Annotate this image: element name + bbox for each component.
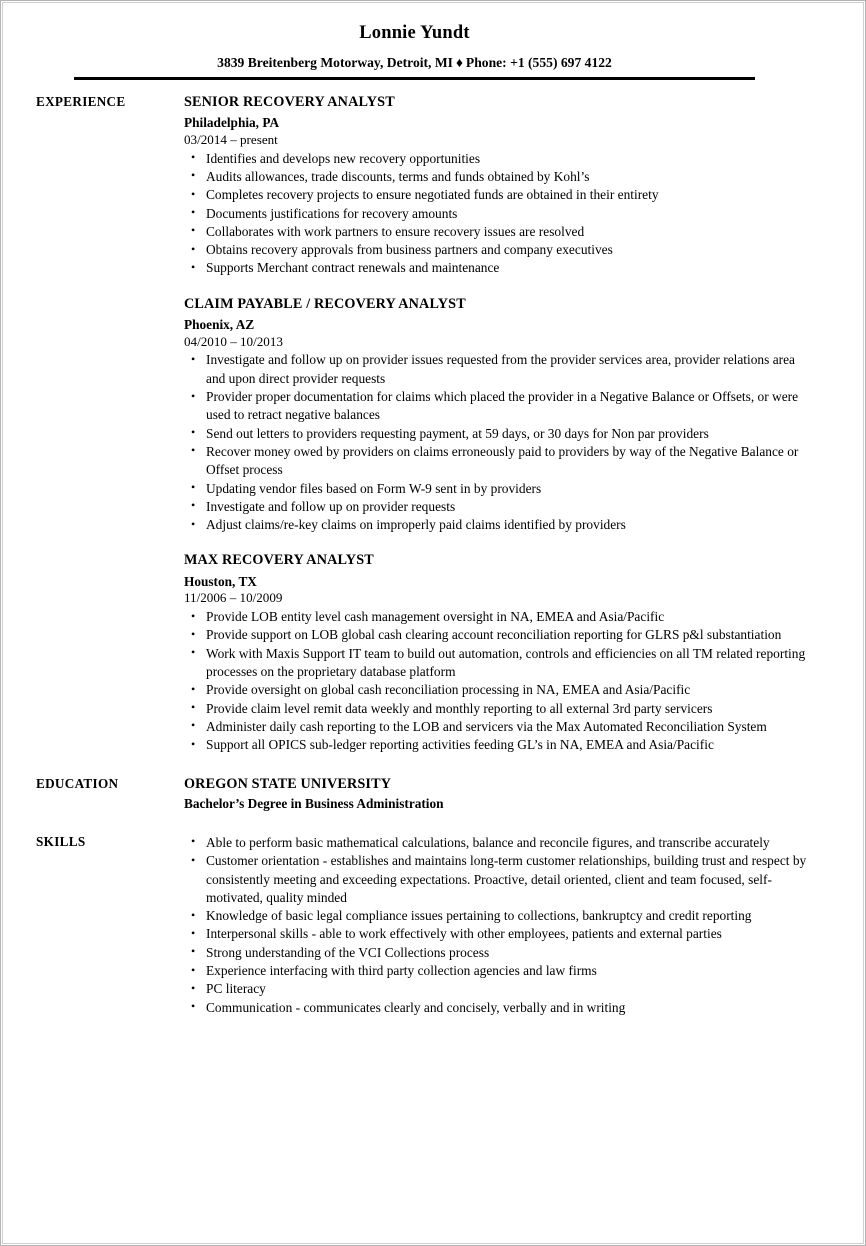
job-responsibilities <box>184 150 809 278</box>
list-item: • Recover money owed by providers on claims erroneously paid to providers by way of the Negative Balance or Offset process <box>184 443 809 480</box>
resume-header <box>36 23 811 80</box>
experience-section <box>36 93 811 755</box>
list-item: • Obtains recovery approvals from business partners and company executives <box>184 241 809 259</box>
list-item: • Provider proper documentation for claims which placed the provider in a Negative Balance or Offsets, or were used to retract negative balances <box>184 388 809 425</box>
job-location: Houston, TX <box>184 573 257 589</box>
skills-content <box>184 833 811 1017</box>
education-degree: Bachelor’s Degree in Business Administration <box>184 796 444 812</box>
spacer <box>184 534 809 551</box>
experience-content <box>184 93 811 755</box>
resume-sheet <box>1 1 865 1245</box>
diamond-separator-icon: ♦ <box>455 55 463 71</box>
job-title: SENIOR RECOVERY ANALYST <box>184 93 395 110</box>
skills-section <box>36 833 811 1017</box>
list-item: • Experience interfacing with third party collection agencies and law firms <box>184 962 809 980</box>
contact-phone: Phone: +1 (555) 697 4122 <box>465 55 612 71</box>
job-dates: 03/2014 – present <box>184 131 278 147</box>
spacer <box>36 813 811 833</box>
header-divider <box>74 77 755 80</box>
list-item: • Knowledge of basic legal compliance issues pertaining to collections, bankruptcy and credit reporting <box>184 907 809 925</box>
list-item: • Adjust claims/re-key claims on improperly paid claims identified by providers <box>184 516 809 534</box>
job-title: CLAIM PAYABLE / RECOVERY ANALYST <box>184 295 466 312</box>
job-entry <box>184 93 809 278</box>
job-location: Philadelphia, PA <box>184 115 280 131</box>
list-item: • Collaborates with work partners to ensure recovery issues are resolved <box>184 223 809 241</box>
candidate-name: Lonnie Yundt <box>359 23 470 43</box>
list-item: • Administer daily cash reporting to the LOB and servicers via the Max Automated Reconciliation System <box>184 718 809 736</box>
education-school: OREGON STATE UNIVERSITY <box>184 775 392 792</box>
list-item: • Interpersonal skills - able to work effectively with other employees, patients and external parties <box>184 925 809 943</box>
contact-line <box>36 55 811 71</box>
list-item: • Support all OPICS sub-ledger reporting activities feeding GL’s in NA, EMEA and Asia/Pacific <box>184 736 809 754</box>
job-entry <box>184 295 809 535</box>
list-item: • Able to perform basic mathematical calculations, balance and reconcile figures, and transcribe accurately <box>184 834 809 852</box>
spacer <box>184 278 809 295</box>
list-item: • Updating vendor files based on Form W-9 sent in by providers <box>184 480 809 498</box>
list-item: • Identifies and develops new recovery opportunities <box>184 150 809 168</box>
job-responsibilities <box>184 351 809 534</box>
list-item: • PC literacy <box>184 980 809 998</box>
job-dates: 11/2006 – 10/2009 <box>184 590 283 606</box>
job-entry <box>184 551 809 754</box>
skills-list <box>184 834 809 1017</box>
list-item: • Send out letters to providers requesting payment, at 59 days, or 30 days for Non par providers <box>184 425 809 443</box>
spacer <box>36 755 811 775</box>
list-item: • Documents justifications for recovery amounts <box>184 205 809 223</box>
education-label: EDUCATION <box>36 775 119 791</box>
contact-address: 3839 Breitenberg Motorway, Detroit, MI <box>217 55 453 71</box>
job-title: MAX RECOVERY ANALYST <box>184 552 374 569</box>
list-item: • Work with Maxis Support IT team to build out automation, controls and efficiencies on all TM related reporting processes on the proprietary database platform <box>184 645 809 682</box>
list-item: • Provide support on LOB global cash clearing account reconciliation reporting for GLRS p&l substantiation <box>184 626 809 644</box>
list-item: • Provide LOB entity level cash management oversight in NA, EMEA and Asia/Pacific <box>184 608 809 626</box>
list-item: • Strong understanding of the VCI Collections process <box>184 944 809 962</box>
list-item: • Completes recovery projects to ensure negotiated funds are obtained in their entirety <box>184 186 809 204</box>
list-item: • Supports Merchant contract renewals and maintenance <box>184 259 809 277</box>
list-item: • Investigate and follow up on provider issues requested from the provider services area, provider relations area and upon direct provider requests <box>184 351 809 388</box>
experience-label: EXPERIENCE <box>36 93 126 109</box>
job-responsibilities <box>184 608 809 754</box>
list-item: • Provide claim level remit data weekly and monthly reporting to all external 3rd party servicers <box>184 700 809 718</box>
list-item: • Provide oversight on global cash reconciliation processing in NA, EMEA and Asia/Pacific <box>184 681 809 699</box>
education-content <box>184 775 811 813</box>
job-dates: 04/2010 – 10/2013 <box>184 333 283 349</box>
list-item: • Communication - communicates clearly and concisely, verbally and in writing <box>184 999 809 1017</box>
list-item: • Customer orientation - establishes and maintains long-term customer relationships, building trust and respect by consistently meeting and exceeding expectations. Proactive, detail oriented, client and team focused, self-motivated, quality minded <box>184 852 809 907</box>
list-item: • Audits allowances, trade discounts, terms and funds obtained by Kohl’s <box>184 168 809 186</box>
education-section <box>36 775 811 813</box>
skills-label: SKILLS <box>36 833 86 849</box>
list-item: • Investigate and follow up on provider requests <box>184 498 809 516</box>
job-location: Phoenix, AZ <box>184 317 255 333</box>
